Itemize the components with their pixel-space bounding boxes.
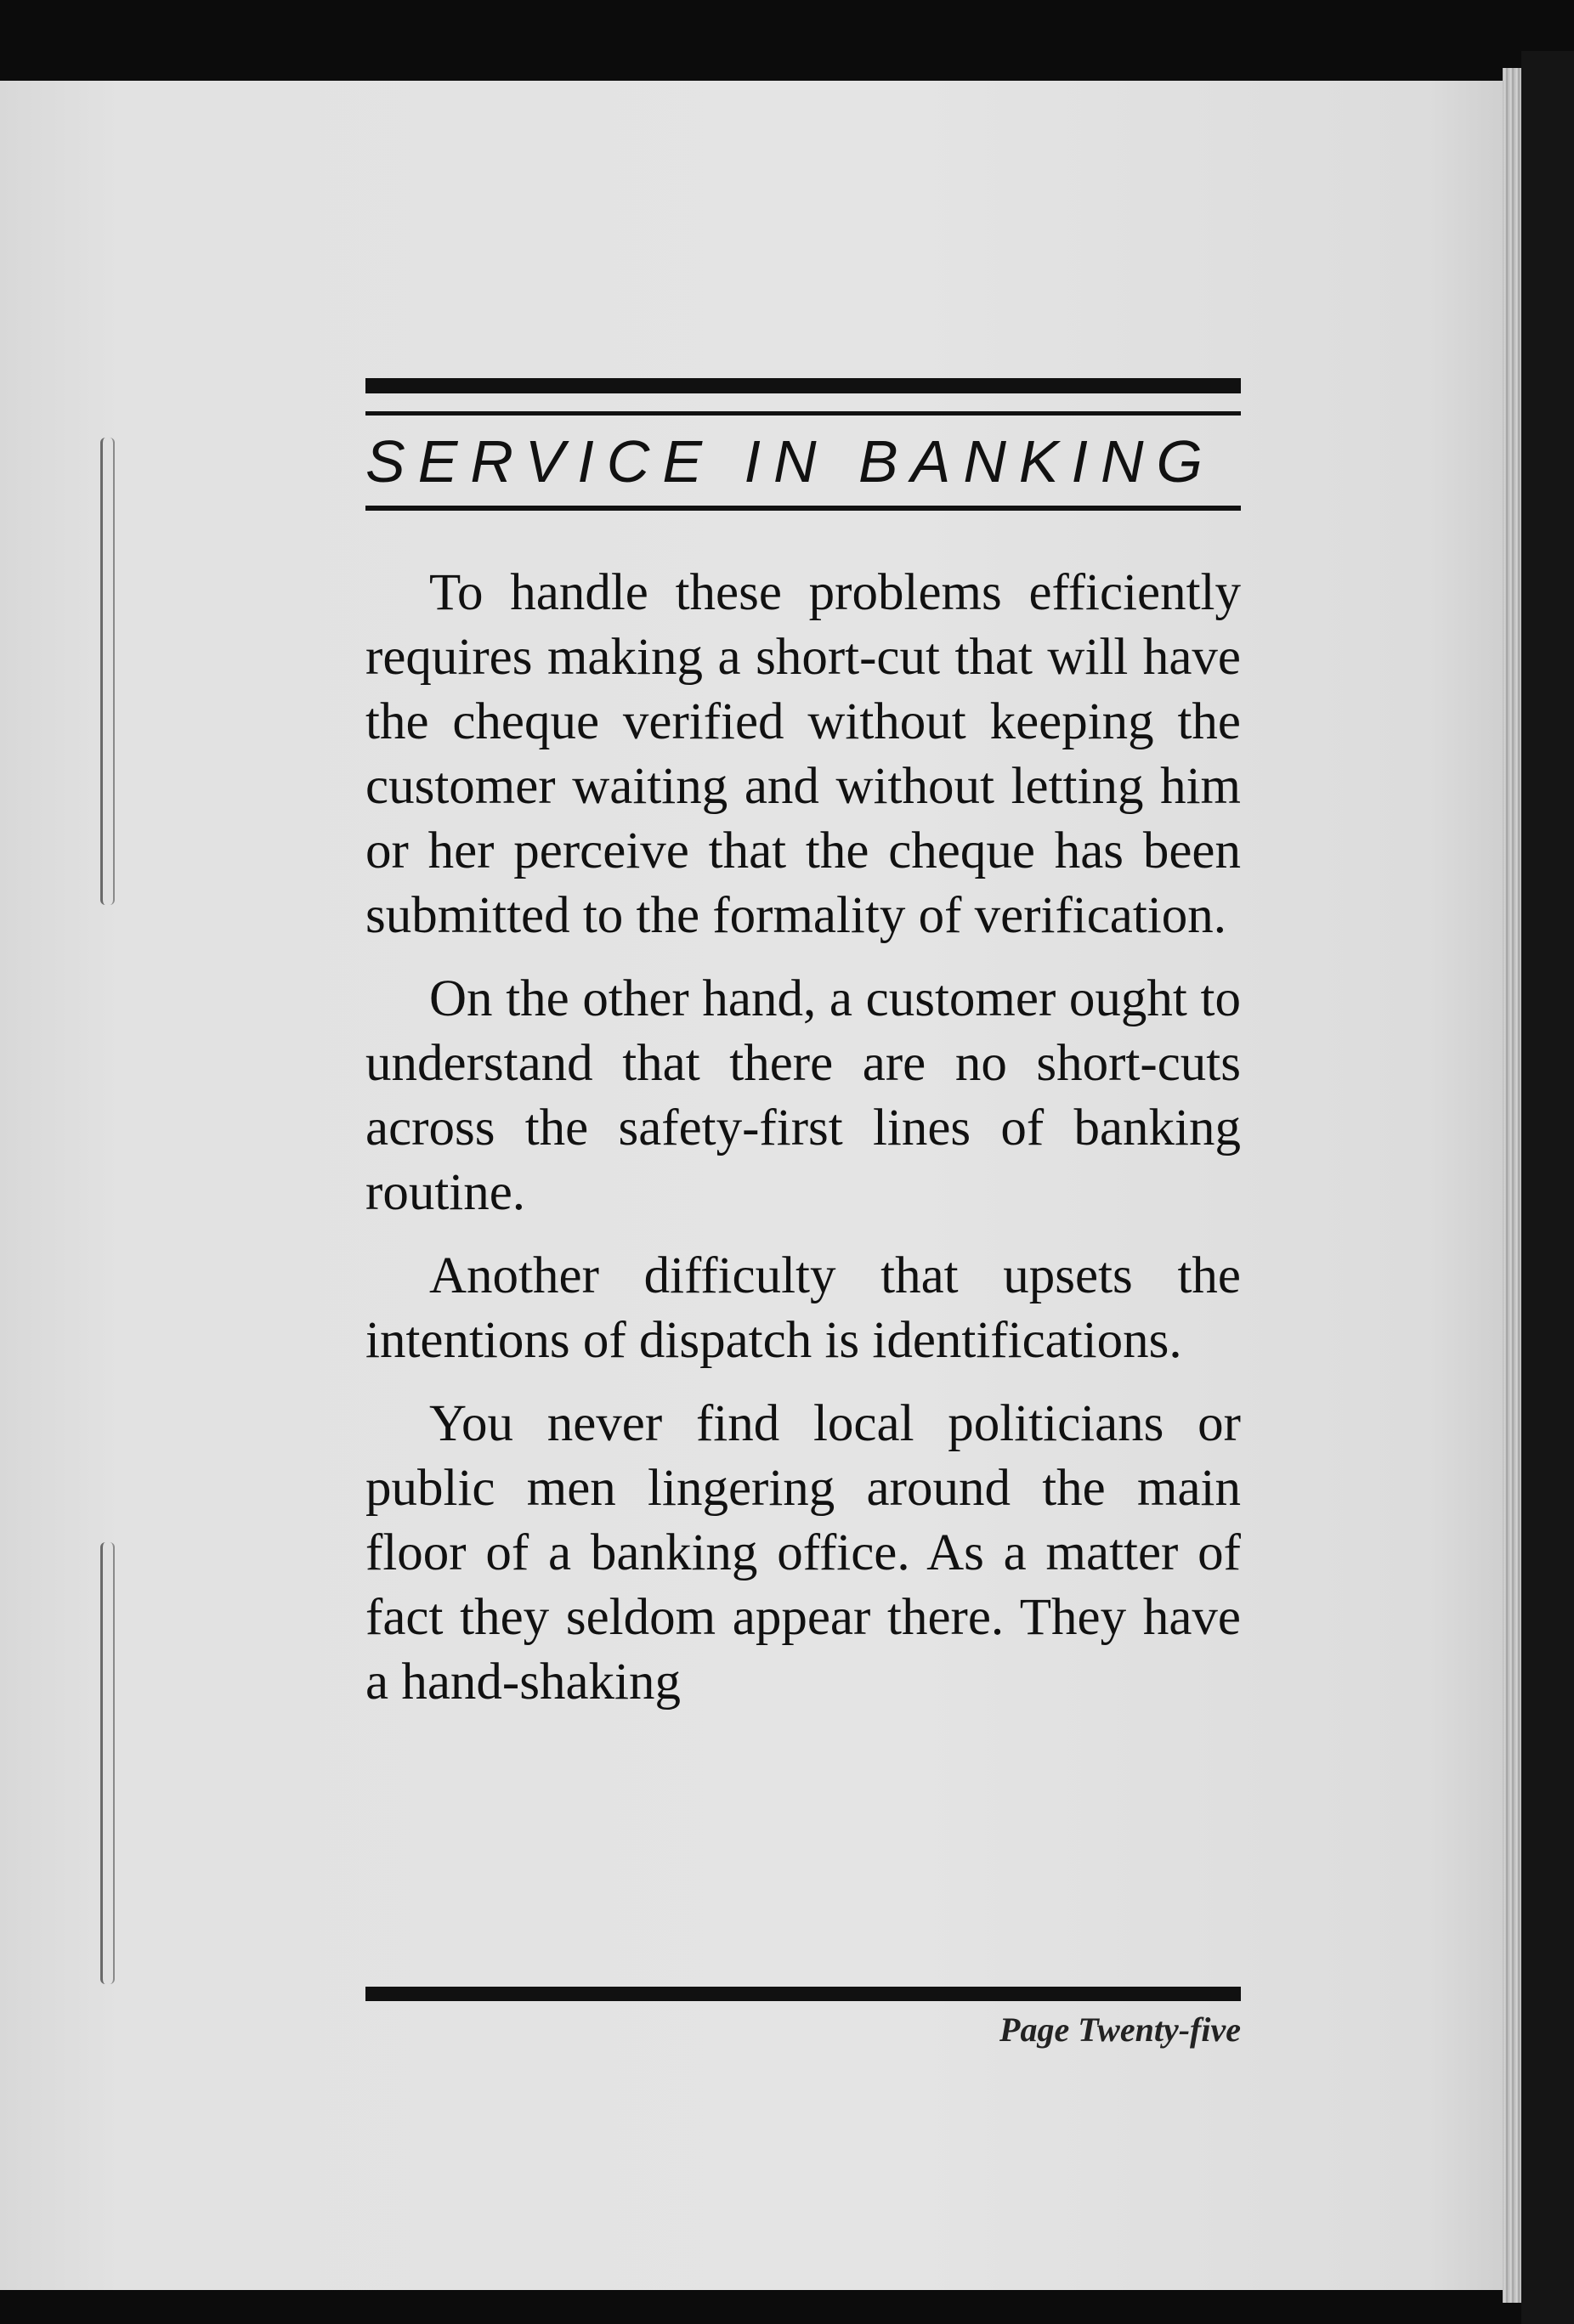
body-text — [365, 561, 1241, 1733]
header-rule-under — [365, 506, 1241, 511]
book-edge-shadow — [1521, 51, 1574, 2324]
page-number: Page Twenty-five — [999, 2010, 1241, 2049]
paragraph: On the other hand, a customer ought to understand that there are no short-cuts across the safety-first lines of banking routine. — [365, 970, 1241, 1221]
binding-thread — [100, 438, 115, 905]
paragraph: You never find local politicians or public men lingering around the main floor of a banking office. As a matter of fact they seldom appear there. They have a hand-shaking — [365, 1395, 1241, 1710]
page-stack-edge — [1503, 68, 1521, 2303]
running-head: SERVICE IN BANKING — [365, 428, 1216, 495]
header-rule-thin — [365, 411, 1241, 416]
binding-thread — [100, 1542, 115, 1984]
paragraph: Another difficulty that upsets the intentions of dispatch is identifications. — [365, 1247, 1241, 1369]
header-rule-thick — [365, 378, 1241, 393]
paragraph: To handle these problems efficiently requires making a short-cut that will have the cheque verified without keeping the customer waiting and without letting him or her perceive that the cheque has been submitted to the formality of verification. — [365, 564, 1241, 944]
footer-rule — [365, 1987, 1241, 2001]
